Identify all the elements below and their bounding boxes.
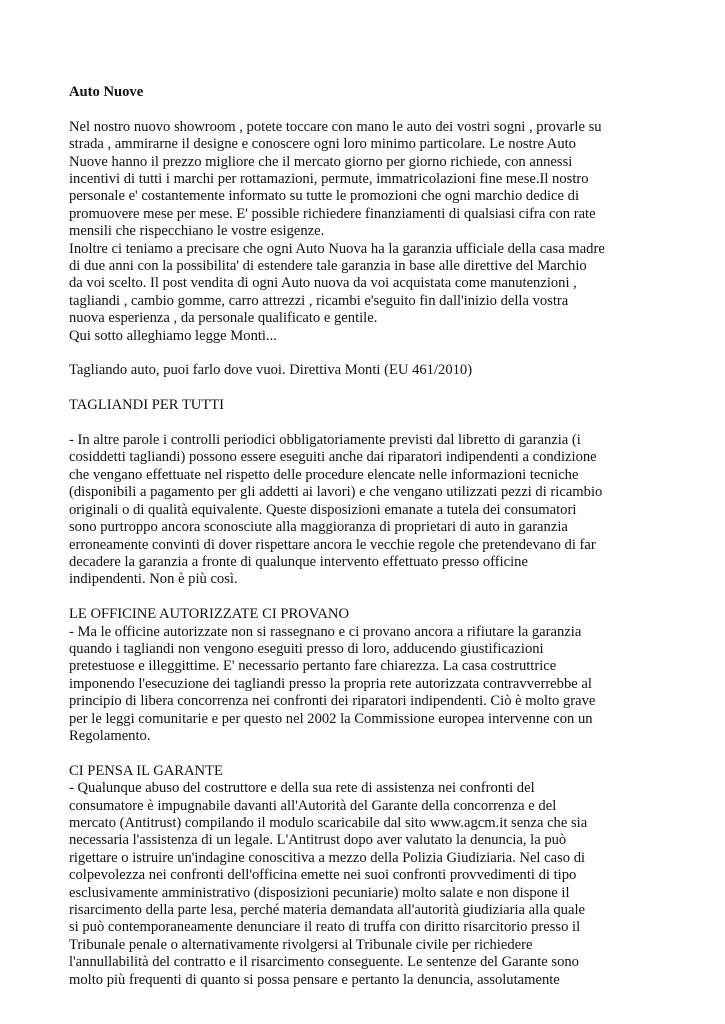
text-line: di due anni con la possibilita' di estendere tale garanzia in base alle direttive del Marchio <box>69 258 587 275</box>
text-line: per le leggi comunitarie e per questo nel 2002 la Commissione europea intervenne con un <box>69 710 593 727</box>
text-line: incentivi di tutti i marchi per rottamazioni, permute, immatricolazioni fine mese.Il nostro <box>69 171 589 188</box>
text-line: - Qualunque abuso del costruttore e della sua rete di assistenza nei confronti del <box>69 780 535 797</box>
text-line: mensili che rispecchiano le vostre esigenze. <box>69 223 325 240</box>
directive-line <box>69 362 689 379</box>
text-line: imponendo l'esecuzione dei tagliandi presso la propria rete autorizzata contravverrebbe al <box>69 675 592 692</box>
text-line: CI PENSA IL GARANTE <box>69 762 223 779</box>
text-line: (disponibili a pagamento per gli addetti ai lavori) e che vengano utilizzati pezzi di ricambio <box>69 484 603 501</box>
text-line: necessaria l'assistenza di un legale. L'Antitrust dopo aver valutato la denuncia, la può <box>69 832 567 849</box>
text-line: nuova esperienza , da personale qualificato e gentile. <box>69 310 378 327</box>
text-line: pretestuose e illeggittime. E' necessario pertanto fare chiarezza. La casa costruttrice <box>69 658 557 675</box>
document-title: Auto Nuove <box>69 84 144 100</box>
text-line: Tagliando auto, puoi farlo dove vuoi. Direttiva Monti (EU 461/2010) <box>69 362 473 379</box>
text-line: Nuove hanno il prezzo migliore che il mercato giorno per giorno richiede, con annessi <box>69 153 573 170</box>
text-line: cosiddetti tagliandi) possono essere eseguiti anche dai riparatori indipendenti a condizione <box>69 449 597 466</box>
document-body <box>69 84 689 1006</box>
intro-paragraph <box>69 119 689 345</box>
text-line: rigettare o istruire un'indagine conoscitiva a mezzo della Polizia Giudiziaria. Nel caso di <box>69 849 586 866</box>
text-line: - In altre parole i controlli periodici obbligatoriamente previsti dal libretto di garanzia (i <box>69 432 581 449</box>
section-heading-tagliandi <box>69 397 689 414</box>
text-line: indipendenti. Non è più così. <box>69 571 238 588</box>
document-blocks <box>69 119 689 989</box>
text-line: decadere la garanzia a fronte di qualunque intervento effettuato presso officine <box>69 553 528 570</box>
text-line: TAGLIANDI PER TUTTI <box>69 397 225 414</box>
text-line: principio di libera concorrenza nei confronti dei riparatori indipendenti. Ciò è molto grave <box>69 693 596 710</box>
text-line: quando i tagliandi non vengono eseguiti presso di loro, adducendo giustificazioni <box>69 640 544 657</box>
text-line: molto più frequenti di quanto si possa pensare e pertanto la denuncia, assolutamente <box>69 971 560 988</box>
text-line: strada , ammirarne il designe e conoscere ogni loro minimo particolare. Le nostre Auto <box>69 136 576 153</box>
text-line: Nel nostro nuovo showroom , potete toccare con mano le auto dei vostri sogni , provarle su <box>69 118 602 135</box>
text-line: erroneamente convinti di dover rispettare ancora le vecchie regole che pretendevano di far <box>69 536 596 553</box>
text-line: da voi scelto. Il post vendita di ogni Auto nuova da voi acquistata come manutenzioni , <box>69 275 577 292</box>
text-line: risarcimento della parte lesa, perché materia demandata all'autorità giudiziaria alla quale <box>69 902 585 918</box>
text-line: originali o di qualità equivalente. Queste disposizioni emanate a tutela dei consumatori <box>69 501 577 518</box>
text-line: tagliandi , cambio gomme, carro attrezzi , ricambi e'seguito fin dall'inizio della vostra <box>69 292 569 309</box>
text-line: si può contemporaneamente denunciare il reato di truffa con diritto risarcitorio presso il <box>69 919 581 936</box>
text-line: colpevolezza nei confronti dell'officina emette nei suoi confronti provvedimenti di tipo <box>69 867 577 884</box>
text-line: Inoltre ci teniamo a precisare che ogni Auto Nuova ha la garanzia ufficiale della casa madre <box>69 240 605 257</box>
text-line: consumatore è impugnabile davanti all'Autorità del Garante della concorrenza e del <box>69 797 557 814</box>
officine-section <box>69 606 689 745</box>
text-line: sono purtroppo ancora sconosciute alla maggioranza di proprietari di auto in garanzia <box>69 519 568 536</box>
text-line: esclusivamente amministrativo (disposizioni pecuniarie) molto salate e non dispone il <box>69 884 570 901</box>
text-line: personale e' costantemente informato su tutte le promozioni che ogni marchio dedice di <box>69 188 579 205</box>
text-line: Regolamento. <box>69 727 151 744</box>
text-line: LE OFFICINE AUTORIZZATE CI PROVANO <box>69 606 349 623</box>
text-line: Qui sotto alleghiamo legge Monti... <box>69 327 277 344</box>
text-line: promuovere mese per mese. E' possible richiedere finanziamenti di qualsiasi cifra con rate <box>69 205 596 222</box>
text-line: - Ma le officine autorizzate non si rassegnano e ci provano ancora a rifiutare la garanzia <box>69 623 582 640</box>
text-line: mercato (Antitrust) compilando il modulo scaricabile dal sito www.agcm.it senza che sia <box>69 814 588 831</box>
garante-section <box>69 763 689 989</box>
text-line: Tribunale penale o alternativamente rivolgersi al Tribunale civile per richiedere <box>69 936 533 953</box>
text-line: l'annullabilità del contratto e il risarcimento conseguente. Le sentenze del Garante sono <box>69 954 579 971</box>
text-line: che vengano effettuate nel rispetto delle procedure elencate nelle informazioni tecniche <box>69 466 579 483</box>
tagliandi-paragraph <box>69 432 689 589</box>
